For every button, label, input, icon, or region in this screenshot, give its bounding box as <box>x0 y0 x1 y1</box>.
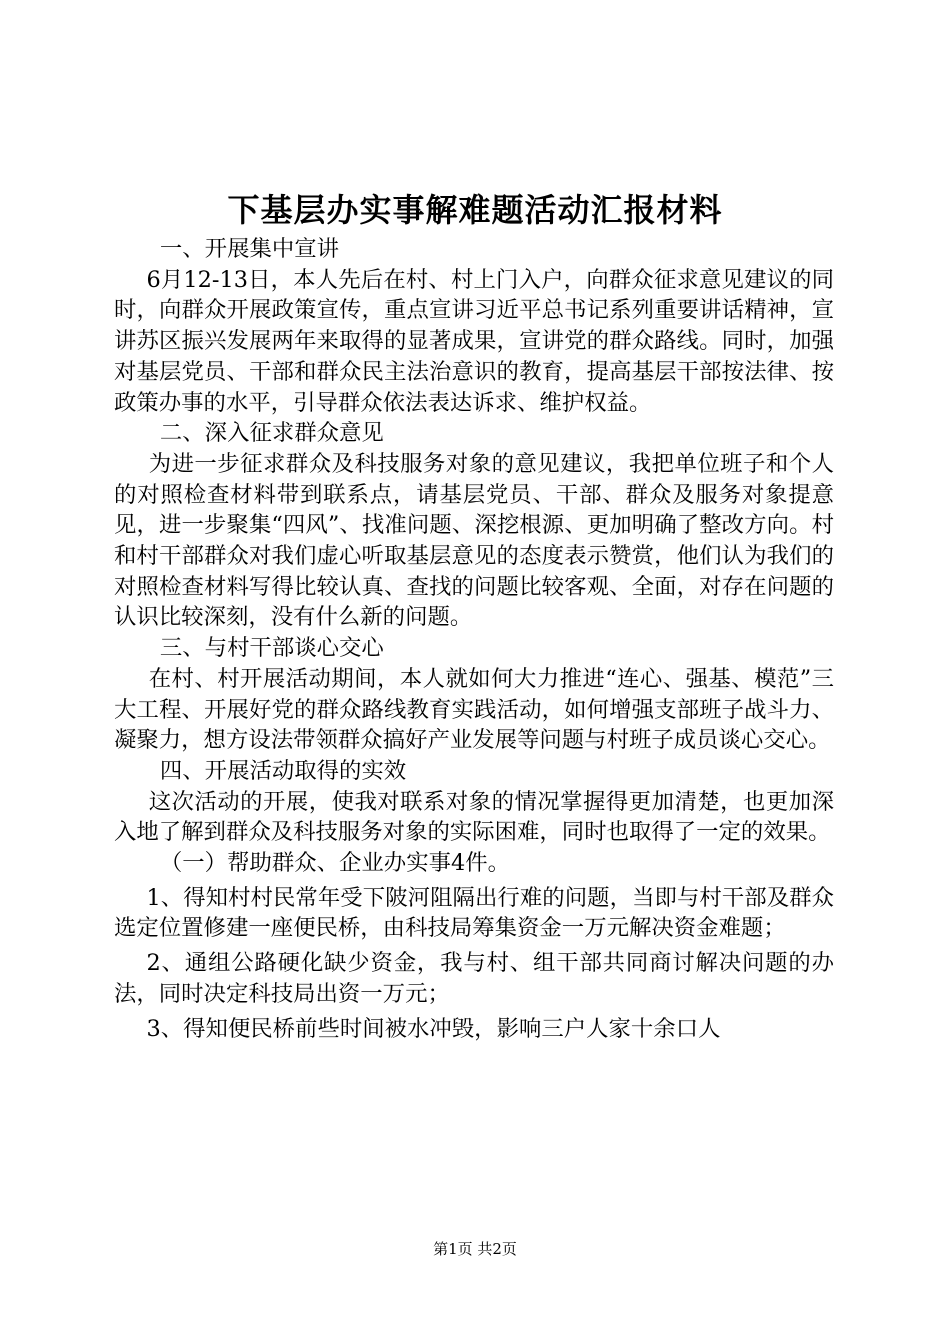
body-paragraph: 在村、村开展活动期间，本人就如何大力推进“连心、强基、模范”三大工程、开展好党的群众路线教育实践活动，如何增强支部班子战斗力、凝聚力，想方设法带领群众搞好产业发展等问题与村班子成员谈心交心。 <box>114 665 834 754</box>
document-body <box>114 234 834 1044</box>
body-paragraph: 为进一步征求群众及科技服务对象的意见建议，我把单位班子和个人的对照检查材料带到联系点，请基层党员、干部、群众及服务对象提意见，进一步聚集“四风”、找准问题、深挖根源、更加明确了整改方向。村和村干部群众对我们虚心听取基层意见的态度表示赞赏，他们认为我们的对照检查材料写得比较认真、查找的问题比较客观、全面，对存在问题的认识比较深刻，没有什么新的问题。 <box>114 450 834 631</box>
section-heading-4: 四、开展活动取得的实效 <box>159 757 407 784</box>
list-item: 1、得知村村民常年受下陂河阻隔出行难的问题，当即与村干部及群众选定位置修建一座便民桥，由科技局筹集资金一万元解决资金难题； <box>114 884 834 942</box>
body-paragraph: 这次活动的开展，使我对联系对象的情况掌握得更加清楚，也更加深入地了解到群众及科技服务对象的实际困难，同时也取得了一定的效果。 <box>114 788 834 846</box>
section-heading-1: 一、开展集中宣讲 <box>159 236 340 262</box>
section-heading-2: 二、深入征求群众意见 <box>159 420 384 447</box>
list-item: 3、得知便民桥前些时间被水冲毁，影响三户人家十余口人 <box>146 1015 721 1042</box>
list-item: 2、通组公路硬化缺少资金，我与村、组干部共同商讨解决问题的办法，同时决定科技局出资一万元； <box>114 950 834 1007</box>
page-footer: 第1页 共2页 <box>433 1240 517 1258</box>
document-title: 下基层办实事解难题活动汇报材料 <box>227 191 723 229</box>
section-heading-3: 三、与村干部谈心交心 <box>159 635 384 662</box>
body-paragraph: 6月12-13日，本人先后在村、村上门入户，向群众征求意见建议的同时，向群众开展政策宣传，重点宣讲习近平总书记系列重要讲话精神，宣讲苏区振兴发展两年来取得的显著成果，宣讲党的群众路线。同时，加强对基层党员、干部和群众民主法治意识的教育，提高基层干部按法律、按政策办事的水平，引导群众依法表达诉求、维护权益。 <box>114 266 834 416</box>
subsection-heading: （一）帮助群众、企业办实事4件。 <box>159 850 511 877</box>
